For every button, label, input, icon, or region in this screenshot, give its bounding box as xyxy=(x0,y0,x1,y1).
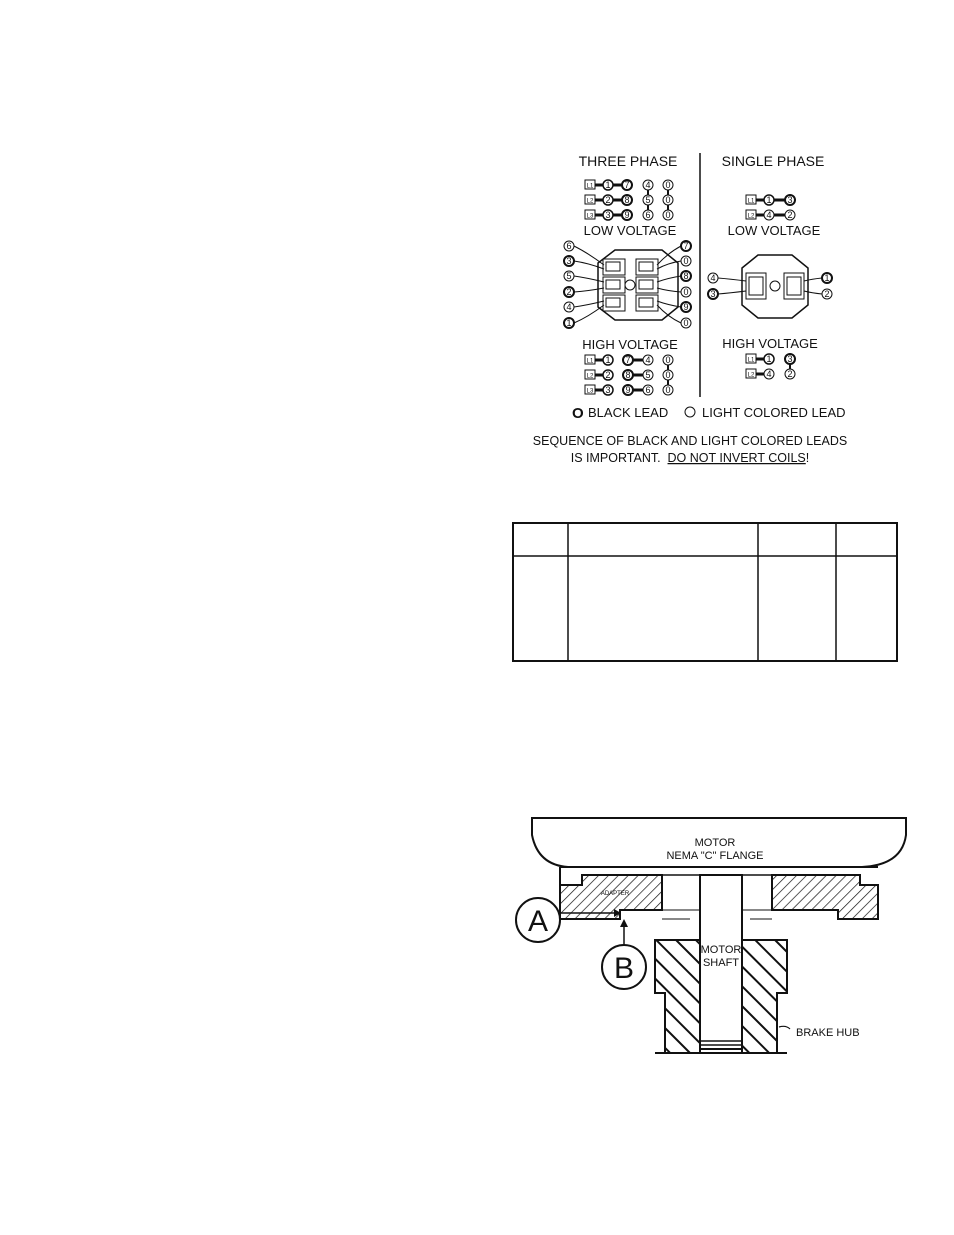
single-phase-header: SINGLE PHASE xyxy=(721,153,825,169)
line-label: L2 xyxy=(586,198,594,205)
note-line-1: SEQUENCE OF BLACK AND LIGHT COLORED LEADS xyxy=(532,434,848,448)
line-label: L2 xyxy=(747,213,755,220)
lead-number: 3 xyxy=(787,354,793,364)
black-lead-icon: O xyxy=(572,405,584,422)
lead-number: 0 xyxy=(665,385,671,395)
lead-number: 8 xyxy=(624,195,630,205)
shaft-label-line-2: SHAFT xyxy=(702,957,740,969)
lead-number: 8 xyxy=(625,370,631,380)
lead-number: 0 xyxy=(683,318,689,328)
lead-number: 1 xyxy=(824,273,830,283)
brake-hub-diagram xyxy=(510,815,910,1060)
lead-number: 1 xyxy=(766,354,772,364)
three-phase-header: THREE PHASE xyxy=(578,153,678,169)
lead-number: 6 xyxy=(645,385,651,395)
lead-number: 2 xyxy=(824,289,830,299)
lead-number: 3 xyxy=(605,210,611,220)
lead-number: 7 xyxy=(625,355,631,365)
callout-b-arrowhead xyxy=(620,919,628,927)
three-phase-low-voltage-label: LOW VOLTAGE xyxy=(583,223,677,238)
lead-number: 0 xyxy=(683,256,689,266)
brake-hub-leader xyxy=(779,1026,790,1029)
lead-number: 0 xyxy=(665,180,671,190)
lead-number: 0 xyxy=(665,195,671,205)
lead-number: 1 xyxy=(605,180,611,190)
single-phase-low-table xyxy=(746,195,795,220)
lead-number: 2 xyxy=(787,210,793,220)
line-label: L1 xyxy=(747,198,755,205)
lead-number: 8 xyxy=(683,271,689,281)
lead-number: 1 xyxy=(605,355,611,365)
three-phase-connector xyxy=(574,246,681,323)
lead-number: 3 xyxy=(710,289,716,299)
lead-number: 4 xyxy=(766,369,772,379)
note-line-2: IS IMPORTANT. DO NOT INVERT COILS! xyxy=(570,451,810,465)
light-lead-label: LIGHT COLORED LEAD xyxy=(702,405,846,420)
single-phase-high-voltage-label: HIGH VOLTAGE xyxy=(722,336,818,351)
three-phase-right-leads xyxy=(681,241,691,328)
lead-number: 1 xyxy=(566,318,572,328)
lead-number: 9 xyxy=(683,302,689,312)
line-label: L1 xyxy=(586,183,594,190)
lead-number: 9 xyxy=(624,210,630,220)
line-label: L2 xyxy=(586,373,594,380)
wiring-diagram xyxy=(530,145,870,470)
empty-table xyxy=(510,520,902,665)
callout-a-label: A xyxy=(527,905,549,938)
black-lead-label: BLACK LEAD xyxy=(588,405,669,420)
lead-number: 4 xyxy=(710,273,716,283)
lead-number: 0 xyxy=(665,210,671,220)
brake-hub-label: BRAKE HUB xyxy=(796,1027,860,1039)
motor-label-line-1: MOTOR xyxy=(694,837,736,849)
line-label: L3 xyxy=(586,388,594,395)
lead-number: 0 xyxy=(665,355,671,365)
lead-number: 2 xyxy=(787,369,793,379)
lead-number: 2 xyxy=(605,370,611,380)
motor-label-line-2: NEMA "C" FLANGE xyxy=(666,850,764,862)
line-label: L1 xyxy=(586,358,594,365)
callout-b-label: B xyxy=(613,952,635,985)
adapter-label: ADAPTER xyxy=(600,891,630,897)
single-phase-low-voltage-label: LOW VOLTAGE xyxy=(727,223,821,238)
three-phase-left-leads xyxy=(564,241,574,328)
lead-number: 3 xyxy=(787,195,793,205)
light-lead-icon xyxy=(685,407,695,417)
lead-number: 3 xyxy=(605,385,611,395)
line-label: L1 xyxy=(747,357,755,364)
three-phase-high-voltage-label: HIGH VOLTAGE xyxy=(582,337,678,352)
lead-number: 4 xyxy=(645,355,651,365)
lead-number: 4 xyxy=(566,302,572,312)
table-frame xyxy=(513,523,897,661)
line-label: L2 xyxy=(747,372,755,379)
lead-number: 0 xyxy=(665,370,671,380)
shaft-label-line-1: MOTOR xyxy=(700,944,742,956)
lead-number: 5 xyxy=(645,195,651,205)
lead-number: 7 xyxy=(683,241,689,251)
single-phase-high-table xyxy=(746,354,795,379)
lead-number: 1 xyxy=(766,195,772,205)
lead-number: 4 xyxy=(645,180,651,190)
lead-number: 5 xyxy=(566,271,572,281)
three-phase-low-table xyxy=(585,180,673,220)
lead-number: 9 xyxy=(625,385,631,395)
three-phase-high-table xyxy=(585,355,673,395)
lead-number: 7 xyxy=(624,180,630,190)
lead-number: 2 xyxy=(566,287,572,297)
lead-number: 3 xyxy=(566,256,572,266)
single-phase-connector xyxy=(718,255,822,318)
lead-number: 6 xyxy=(566,241,572,251)
lead-number: 0 xyxy=(683,287,689,297)
lead-number: 6 xyxy=(645,210,651,220)
lead-number: 2 xyxy=(605,195,611,205)
line-label: L3 xyxy=(586,213,594,220)
lead-number: 5 xyxy=(645,370,651,380)
lead-number: 4 xyxy=(766,210,772,220)
